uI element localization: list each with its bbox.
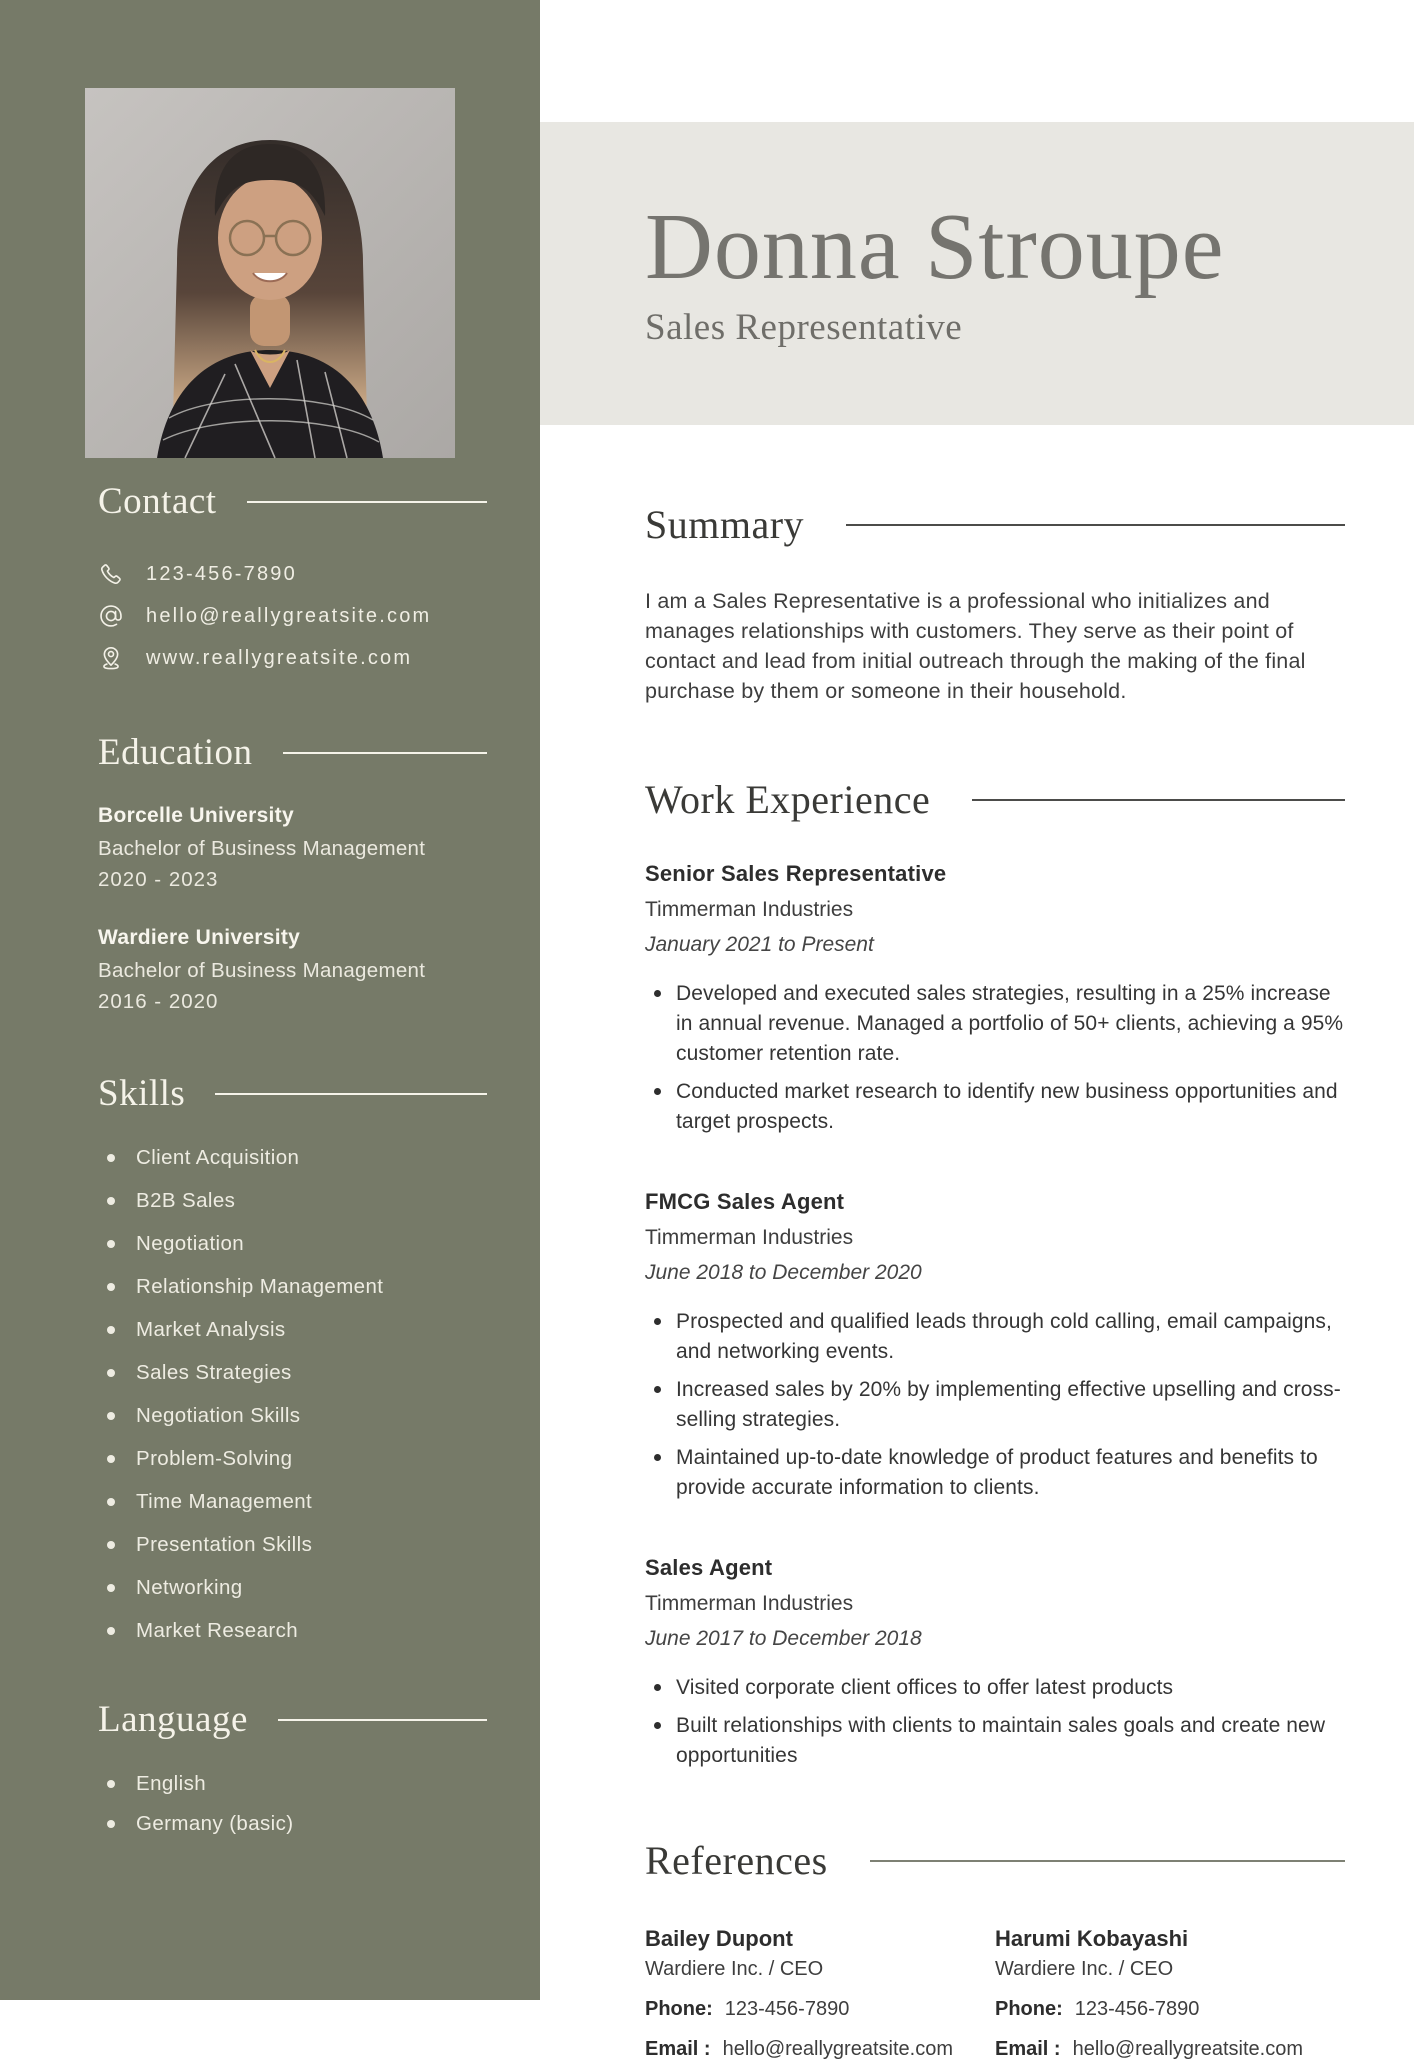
education-divider [283,752,487,754]
website-url: www.reallygreatsite.com [146,646,413,669]
skills-divider [215,1093,487,1095]
reference-phone-row [645,1998,995,2021]
skill-item: Time Management [98,1491,487,1513]
email-address: hello@reallygreatsite.com [146,604,432,627]
reference-email-row [995,2038,1345,2061]
language-item: English [98,1773,487,1795]
reference-org: Wardiere Inc. / CEO [645,1958,824,1980]
summary-section [645,501,1345,706]
education-section [0,731,540,1014]
job-entry [645,861,1345,1137]
skill-item: Market Analysis [98,1319,487,1341]
sidebar [0,0,540,2000]
school-name: Borcelle University [98,804,294,827]
years: 2020 - 2023 [98,868,219,891]
years: 2016 - 2020 [98,990,219,1013]
contact-section [0,480,540,679]
job-bullet: Maintained up-to-date knowledge of product features and benefits to provide accurate information to clients. [645,1443,1345,1503]
job-bullet-list [645,979,1345,1137]
job-bullet: Developed and executed sales strategies, resulting in a 25% increase in annual revenue. Managed a portfolio of 50+ clients, achieving a 95% customer retention rate. [645,979,1345,1069]
main-column [540,0,1414,2060]
job-bullet-list [645,1673,1345,1771]
reference-entry [645,1926,995,2061]
contact-list [98,553,487,679]
education-entry [98,804,487,892]
reference-phone: 123-456-7890 [724,1998,850,2020]
job-period: January 2021 to Present [645,933,874,956]
references-grid [645,1926,1345,2061]
reference-phone: 123-456-7890 [1074,1998,1200,2020]
phone-number: 123-456-7890 [146,562,297,585]
job-company: Timmerman Industries [645,1226,854,1249]
language-section [0,1698,540,1835]
job-company: Timmerman Industries [645,1592,854,1615]
job-company: Timmerman Industries [645,898,854,921]
reference-phone-row [995,1998,1345,2021]
summary-divider [846,524,1345,526]
skills-section [0,1072,540,1642]
skill-item: Negotiation Skills [98,1405,487,1427]
profile-photo [85,88,455,458]
skill-item: Client Acquisition [98,1147,487,1169]
location-icon [98,645,124,671]
contact-item-email [98,595,487,637]
education-entry [98,926,487,1014]
skill-item: Market Research [98,1620,487,1642]
job-period: June 2018 to December 2020 [645,1261,922,1284]
references-divider [870,1860,1345,1862]
reference-email: hello@reallygreatsite.com [722,2038,953,2060]
job-bullet: Increased sales by 20% by implementing effective upselling and cross-selling strategies. [645,1375,1345,1435]
reference-org: Wardiere Inc. / CEO [995,1958,1174,1980]
degree: Bachelor of Business Management [98,837,426,860]
skills-title: Skills [98,1073,186,1114]
profile-photo-illustration [85,88,455,458]
summary-title: Summary [645,502,805,547]
school-name: Wardiere University [98,926,301,949]
degree: Bachelor of Business Management [98,959,426,982]
job-entry [645,1555,1345,1771]
job-bullet: Built relationships with clients to maintain sales goals and create new opportunities [645,1711,1345,1771]
contact-item-website [98,637,487,679]
job-title: FMCG Sales Agent [645,1189,845,1214]
references-title: References [645,1838,828,1883]
contact-item-phone [98,553,487,595]
at-icon [98,603,124,629]
job-bullet: Conducted market research to identify new business opportunities and target prospects. [645,1077,1345,1137]
person-name: Donna Stroupe [645,194,1225,299]
skill-item: Problem-Solving [98,1448,487,1470]
job-bullet: Prospected and qualified leads through cold calling, email campaigns, and networking events. [645,1307,1345,1367]
language-list [98,1773,487,1835]
skill-item: Relationship Management [98,1276,487,1298]
reference-email: hello@reallygreatsite.com [1072,2038,1303,2060]
job-bullet: Visited corporate client offices to offer latest products [645,1673,1345,1703]
reference-name: Harumi Kobayashi [995,1926,1189,1951]
email-label: Email : [645,2038,711,2060]
language-title: Language [98,1699,248,1740]
name-banner [540,122,1414,425]
person-role: Sales Representative [645,307,963,349]
phone-label: Phone: [645,1998,713,2020]
job-title: Sales Agent [645,1555,773,1580]
reference-name: Bailey Dupont [645,1926,793,1951]
work-experience-divider [972,799,1345,801]
work-experience-title: Work Experience [645,777,931,822]
phone-label: Phone: [995,1998,1063,2020]
job-bullet-list [645,1307,1345,1503]
phone-icon [98,561,124,587]
job-title: Senior Sales Representative [645,861,947,886]
job-entry [645,1189,1345,1503]
job-period: June 2017 to December 2018 [645,1627,922,1650]
reference-email-row [645,2038,995,2061]
skill-item: Sales Strategies [98,1362,487,1384]
contact-title: Contact [98,481,217,522]
references-section [645,1837,1345,2061]
summary-text: I am a Sales Representative is a professional who initializes and manages relationships with customers. They serve as their point of contact and lead from initial outreach through the making of the final purchase by them or someone in their household. [645,589,1306,703]
language-divider [278,1719,487,1721]
email-label: Email : [995,2038,1061,2060]
education-title: Education [98,732,253,773]
work-experience-section [645,776,1345,1771]
language-item: Germany (basic) [98,1813,487,1835]
contact-divider [247,501,487,503]
skill-item: Networking [98,1577,487,1599]
reference-entry [995,1926,1345,2061]
skills-list [98,1147,487,1642]
skill-item: Presentation Skills [98,1534,487,1556]
skill-item: B2B Sales [98,1190,487,1212]
skill-item: Negotiation [98,1233,487,1255]
